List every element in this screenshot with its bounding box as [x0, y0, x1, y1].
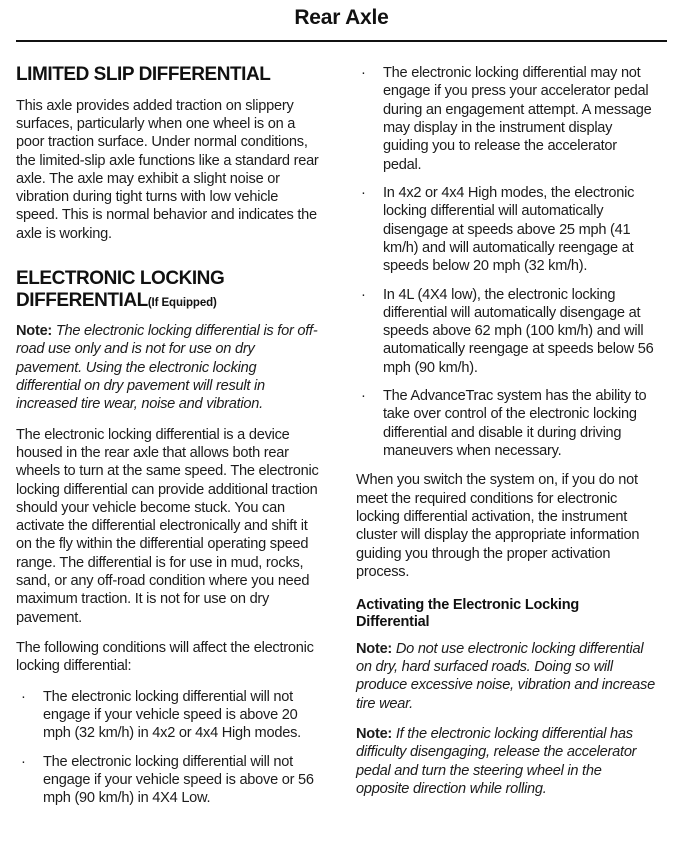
note-text: The electronic locking differential is for off-road use only and is not for use on dry pavement. Using the electronic locking differential on dry pavement will result in increased tire wear, noise and vibration. — [16, 323, 318, 413]
list-item-text: The AdvanceTrac system has the ability to take over control of the electronic locking differential and disable it during driving maneuvers when necessary. — [383, 388, 647, 460]
list-item — [16, 688, 322, 743]
two-column-body — [0, 42, 683, 818]
note-off-road-use — [16, 322, 322, 414]
left-conditions-bullet-list — [16, 688, 322, 808]
list-item — [356, 64, 656, 174]
note-difficulty-disengaging — [356, 725, 656, 798]
bullet-icon: · — [361, 65, 366, 82]
bullet-icon: · — [361, 184, 366, 201]
heading-electronic-locking-differential-text: ELECTRONIC LOCKING DIFFERENTIAL — [16, 268, 225, 311]
system-on-conditions-paragraph: When you switch the system on, if you do not meet the required conditions for electronic locking differential activation, the instrument cluster will display the appropriate information guiding you through the proper activation process. — [356, 472, 640, 580]
page-title: Rear Axle — [294, 6, 389, 29]
bullet-icon: · — [361, 286, 366, 303]
right-conditions-bullet-list — [356, 64, 656, 460]
bullet-icon: · — [21, 753, 26, 770]
list-item — [356, 387, 656, 460]
page-header — [0, 0, 683, 42]
list-item-text: In 4L (4X4 low), the electronic locking differential will automatically disengage at speeds above 62 mph (100 km/h) and will automatically reengage at speeds below 56 mph (90 km/h). — [383, 286, 654, 376]
note-text: Do not use electronic locking differential on dry, hard surfaced roads. Doing so will produce excessive noise, vibration and increase tire wear. — [356, 640, 655, 712]
list-item-text: The electronic locking differential will not engage if your vehicle speed is above or 56 mph (90 km/h) in 4X4 Low. — [43, 753, 314, 807]
electronic-locking-description-paragraph: The electronic locking differential is a device housed in the rear axle that allows both rear wheels to turn at the same speed. The electronic locking differential can provide additional traction should your vehicle become stuck. You can activate the differential electronically and shift it on the fly within the differential operating speed range. The differential is for use in mud, rocks, sand, or any off-road condition where you need maximum traction. It is not for use on dry pavement. — [16, 426, 319, 626]
list-item — [16, 753, 322, 808]
bullet-icon: · — [21, 688, 26, 705]
heading-activating-electronic-locking-differential: Activating the Electronic Locking Differential — [356, 597, 580, 631]
left-column — [16, 64, 336, 818]
conditions-intro-paragraph: The following conditions will affect the electronic locking differential: — [16, 640, 314, 675]
list-item-text: The electronic locking differential will not engage if your vehicle speed is above 20 mph (32 km/h) in 4x2 or 4x4 High modes. — [43, 688, 301, 742]
heading-if-equipped-qualifier: (If Equipped) — [147, 296, 217, 309]
note-label: Note: — [356, 640, 393, 657]
right-column — [336, 64, 656, 810]
heading-limited-slip-differential: LIMITED SLIP DIFFERENTIAL — [16, 64, 271, 86]
list-item — [356, 184, 656, 276]
note-dry-hard-surfaced-roads — [356, 640, 656, 713]
list-item-text: In 4x2 or 4x4 High modes, the electronic locking differential will automatically disengage at speeds above 25 mph (41 km/h) and will automatically reengage at speeds below 20 mph (32 km/h). — [383, 184, 635, 275]
note-label: Note: — [16, 323, 53, 339]
note-text: If the electronic locking differential has difficulty disengaging, release the accelerator pedal and turn the steering wheel in the opposite direction while rolling. — [356, 726, 637, 798]
note-label: Note: — [356, 726, 393, 743]
heading-electronic-locking-differential — [16, 268, 322, 311]
limited-slip-paragraph: This axle provides added traction on slippery surfaces, particularly when one wheel is on a poor traction surface. Under normal conditions, the limited-slip axle functions like a standard rear axle. The axle may exhibit a slight noise or vibration during tight turns with low vehicle speed. This is normal behavior and indicates the axle is working. — [16, 97, 319, 242]
list-item-text: The electronic locking differential may not engage if you press your accelerator pedal during an engagement attempt. A message may display in the instrument display guiding you to release the accelerator pedal. — [383, 65, 652, 173]
bullet-icon: · — [361, 388, 366, 405]
list-item — [356, 286, 656, 378]
